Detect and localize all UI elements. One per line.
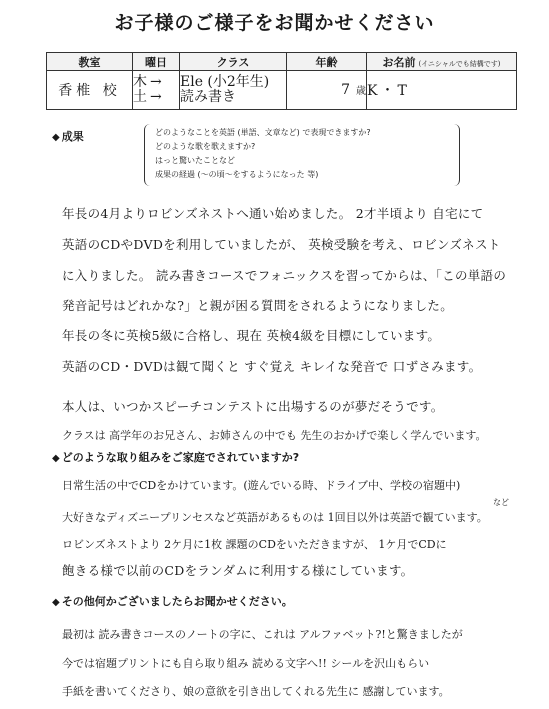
home-note: など xyxy=(493,498,509,507)
header-name-note: (イニシャルでも結構です) xyxy=(418,59,501,68)
home-line: 日常生活の中でCDをかけています。(遊んでいる時、ドライブ中、学校の宿題中) xyxy=(62,479,461,492)
results-line: 本人は、いつかスピーチコンテストに出場するのが夢だそうです。 xyxy=(62,399,444,414)
header-name-label: お名前 xyxy=(382,55,416,69)
other-line: 今では宿題プリントにも自ら取り組み 読める文字へ!! シールを沢山もらい xyxy=(62,657,430,670)
header-room: 教室 xyxy=(47,53,133,71)
results-line: 英語のCDやDVDを利用していましたが、 英検受験を考え、ロビンズネスト xyxy=(62,237,501,252)
class-value-1: Ele (小2年生) xyxy=(180,74,270,90)
header-age: 年齢 xyxy=(287,53,367,71)
day-value-2: 土 xyxy=(133,89,147,105)
age-unit: 歳 xyxy=(356,86,366,97)
class-value-2: 読み書き xyxy=(180,89,236,105)
age-cell xyxy=(287,71,367,110)
results-line: 英語のCD・DVDは観て聞くと すぐ覚え キレイな発音で 口ずさみます。 xyxy=(62,359,482,374)
prompt-line: はっと驚いたことなど xyxy=(155,156,235,165)
header-class: クラス xyxy=(180,53,287,71)
other-line: 手紙を書いてくださり、娘の意欲を引き出してくれる先生に 感謝しています。 xyxy=(62,685,450,698)
results-line: 年長の4月よりロビンズネストへ通い始めました。 2才半頃より 自宅にて xyxy=(62,206,484,221)
form-title: お子様のご様子をお聞かせください xyxy=(114,12,435,34)
results-prompt-box xyxy=(144,124,460,186)
results-heading xyxy=(52,128,84,144)
other-heading-label: その他何かございましたらお聞かせください。 xyxy=(61,595,293,608)
diamond-bullet-icon: ◆ xyxy=(52,597,60,608)
results-heading-label: 成果 xyxy=(61,130,84,143)
arrow-right-icon: → xyxy=(150,74,162,90)
other-line: 最初は 読み書きコースのノートの字に、これは アルファベット?!と驚きましたが xyxy=(62,628,463,641)
diamond-bullet-icon: ◆ xyxy=(52,453,60,464)
prompt-line: 成果の経過 (〜の頃〜をするようになった 等) xyxy=(155,170,319,179)
results-line: に入りました。 読み書きコースでフォニックスを習ってからは、「この単語の xyxy=(62,268,507,283)
day-value-1: 木 xyxy=(133,74,147,90)
day-cell xyxy=(133,71,180,110)
arrow-right-icon: → xyxy=(150,89,162,105)
student-info-table xyxy=(46,52,517,110)
room-value: 香椎 校 xyxy=(47,71,133,110)
home-heading-label: どのような取り組みをご家庭でされていますか? xyxy=(61,451,300,464)
results-line: クラスは 高学年のお兄さん、お姉さんの中でも 先生のおかげで楽しく学んでいます。 xyxy=(62,429,487,442)
prompt-line: どのような歌を歌えますか? xyxy=(155,142,256,151)
header-day: 曜日 xyxy=(133,53,180,71)
name-value: K・T xyxy=(367,71,517,110)
home-line: 大好きなディズニープリンセスなど英語があるものは 1回目以外は英語で観ています。 xyxy=(62,511,488,524)
prompt-line: どのようなことを英語 (単語、文章など) で表現できますか? xyxy=(155,128,371,137)
class-cell xyxy=(180,71,287,110)
home-heading xyxy=(52,449,299,465)
results-line: 発音記号はどれかな?」と親が困る質問をされるようになりました。 xyxy=(62,298,454,313)
home-line: ロビンズネストより 2ケ月に1枚 課題のCDをいただきますが、 1ケ月でCDに xyxy=(62,538,447,551)
other-heading xyxy=(52,593,293,609)
diamond-bullet-icon: ◆ xyxy=(52,132,60,143)
header-name xyxy=(367,53,517,71)
results-line: 年長の冬に英検5級に合格し、現在 英検4級を目標にしています。 xyxy=(62,328,441,343)
home-line: 飽きる様で以前のCDをランダムに利用する様にしています。 xyxy=(62,563,414,578)
age-value: 7 xyxy=(341,82,350,98)
